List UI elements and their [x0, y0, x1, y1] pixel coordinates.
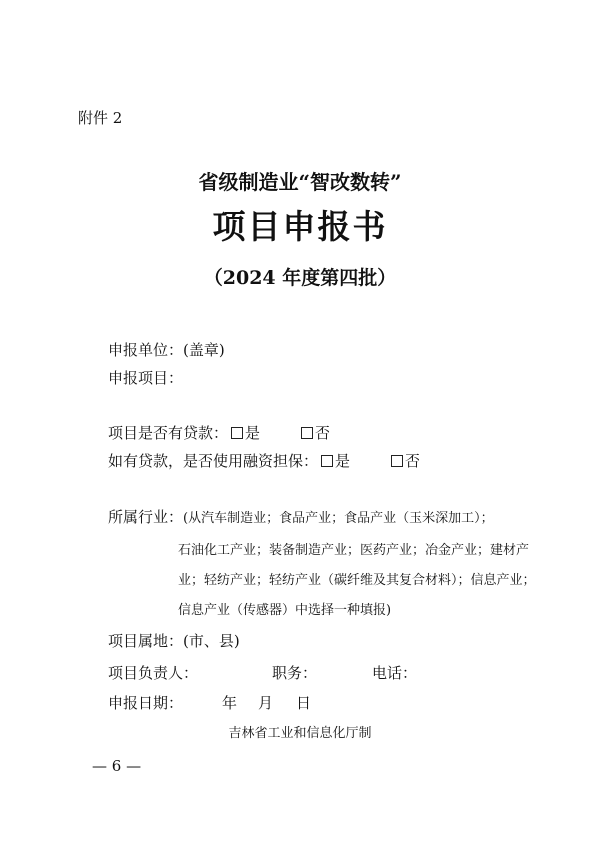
loan-question-row: [108, 422, 330, 443]
loan-no-label: 否: [315, 424, 331, 442]
field-location: 项目属地：(市、县): [108, 632, 240, 650]
industry-note-line-2: 石油化工产业；装备制造产业；医药产业；冶金产业；建材产: [178, 543, 530, 558]
guarantee-no-label: 否: [405, 452, 421, 470]
guarantee-question-row: [108, 450, 420, 471]
date-day: 日: [296, 694, 312, 712]
document-title: 项目申报书: [212, 207, 388, 246]
field-date: 申报日期：: [108, 694, 184, 712]
guarantee-yes-checkbox[interactable]: [321, 455, 333, 467]
issuing-organization: 吉林省工业和信息化厅制: [228, 726, 372, 741]
industry-note-line-4: 信息产业（传感器）中选择一种填报): [178, 603, 392, 618]
attachment-label: 附件 2: [78, 109, 123, 127]
batch-subtitle: （2024 年度第四批）: [203, 267, 397, 289]
guarantee-question: 如有贷款，是否使用融资担保：: [108, 452, 319, 470]
industry-note-line-3: 业；轻纺产业；轻纺产业（碳纤维及其复合材料）；信息产业；: [178, 573, 536, 588]
loan-no-checkbox[interactable]: [301, 427, 313, 439]
guarantee-yes-label: 是: [335, 452, 351, 470]
field-leader: 项目负责人：: [108, 664, 199, 682]
field-unit: 申报单位：(盖章): [108, 341, 225, 359]
title-line-1: 省级制造业“智改数转”: [198, 170, 402, 194]
industry-row: [108, 506, 494, 527]
field-position: 职务：: [272, 664, 318, 682]
guarantee-no-checkbox[interactable]: [391, 455, 403, 467]
loan-yes-checkbox[interactable]: [231, 427, 243, 439]
field-project: 申报项目：: [108, 369, 184, 387]
loan-question: 项目是否有贷款：: [108, 424, 229, 442]
loan-yes-label: 是: [245, 424, 261, 442]
date-month: 月: [258, 694, 274, 712]
page-number: — 6 —: [92, 757, 142, 775]
field-phone: 电话：: [372, 664, 418, 682]
industry-label: 所属行业：: [108, 508, 184, 526]
industry-note-line-1: (从汽车制造业；食品产业；食品产业（玉米深加工）；: [183, 511, 494, 526]
date-year: 年: [222, 694, 238, 712]
